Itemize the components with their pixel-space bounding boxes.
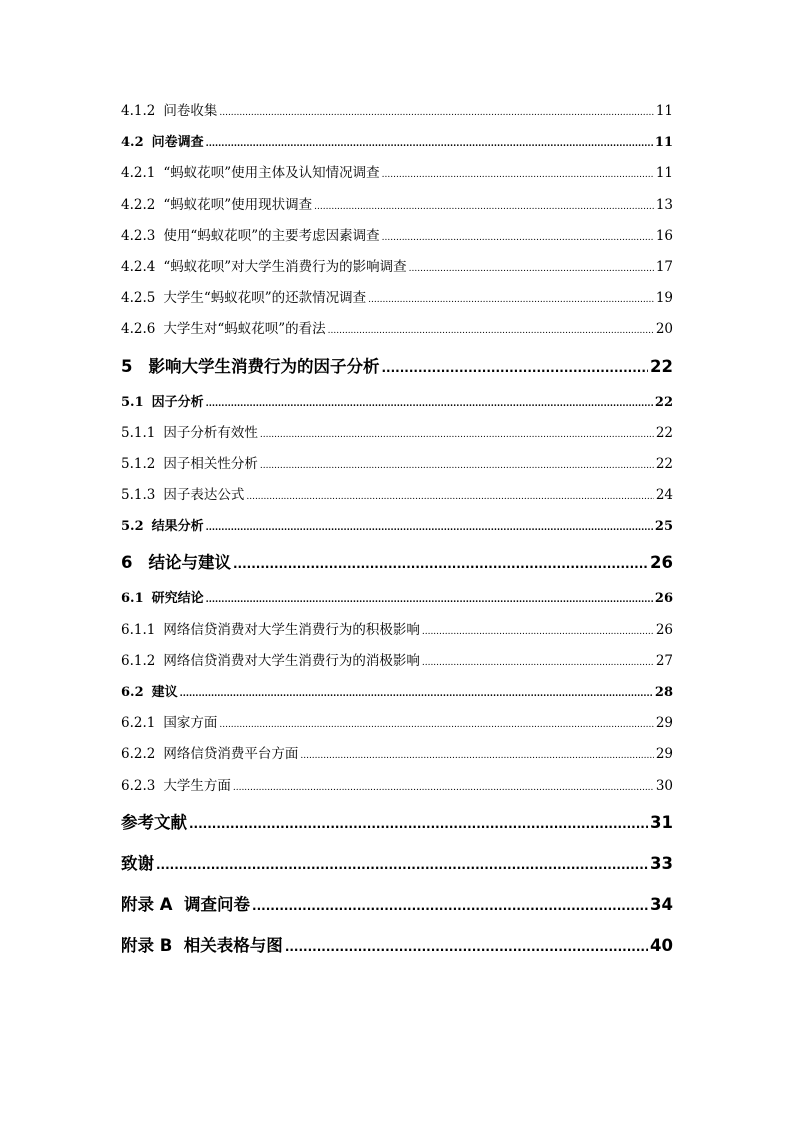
toc-page-number: 22 — [650, 356, 673, 376]
toc-page-number: 24 — [655, 487, 673, 504]
toc-entry[interactable] — [121, 387, 673, 418]
table-of-contents — [121, 96, 673, 966]
toc-entry-label: 4.2.5 大学生“蚂蚁花呗”的还款情况调查 — [121, 290, 367, 307]
toc-page-number: 11 — [655, 165, 673, 182]
toc-entry[interactable] — [121, 314, 673, 345]
toc-leader-dots — [233, 773, 654, 804]
toc-page-number: 13 — [655, 196, 673, 213]
toc-entry-label: 5 影响大学生消费行为的因子分析 — [121, 356, 380, 376]
toc-entry-label: 6.2.1 国家方面 — [121, 715, 218, 732]
toc-page-number: 29 — [655, 746, 673, 763]
toc-chapter-entry[interactable] — [121, 925, 673, 966]
toc-entry-label: 6.1 研究结论 — [121, 591, 204, 607]
toc-entry[interactable] — [121, 677, 673, 708]
toc-entry-label: 6 结论与建议 — [121, 553, 231, 573]
toc-entry-label: 4.2.4 “蚂蚁花呗”对大学生消费行为的影响调查 — [121, 258, 407, 275]
toc-page-number: 34 — [650, 894, 673, 914]
toc-leader-dots — [382, 160, 654, 191]
toc-entry-label: 致谢 — [121, 853, 154, 873]
toc-page-number: 20 — [655, 321, 673, 338]
toc-entry-label: 6.2 建议 — [121, 685, 178, 700]
toc-entry-label: 4.2.1 “蚂蚁花呗”使用主体及认知情况调查 — [121, 165, 380, 182]
toc-leader-dots — [206, 585, 653, 616]
toc-page-number: 16 — [655, 227, 673, 244]
toc-entry[interactable] — [121, 418, 673, 449]
toc-leader-dots — [285, 927, 648, 968]
toc-entry-label: 4.2 问卷调查 — [121, 135, 204, 151]
toc-entry-label: 5.1 因子分析 — [121, 394, 204, 410]
toc-leader-dots — [300, 741, 653, 772]
toc-chapter-entry[interactable] — [121, 843, 673, 884]
toc-entry[interactable] — [121, 615, 673, 646]
toc-page-number: 30 — [655, 777, 673, 794]
toc-leader-dots — [328, 316, 654, 347]
toc-entry-label: 6.1.2 网络信贷消费对大学生消费行为的消极影响 — [121, 652, 420, 669]
toc-leader-dots — [246, 482, 653, 513]
toc-page-number: 22 — [655, 424, 673, 441]
toc-leader-dots — [233, 544, 648, 585]
toc-entry[interactable] — [121, 127, 673, 158]
toc-entry[interactable] — [121, 771, 673, 802]
toc-leader-dots — [382, 223, 654, 254]
toc-entry-label: 参考文献 — [121, 812, 187, 832]
toc-page-number: 29 — [655, 715, 673, 732]
toc-page-number: 26 — [650, 553, 673, 573]
toc-entry[interactable] — [121, 449, 673, 480]
toc-entry[interactable] — [121, 708, 673, 739]
toc-leader-dots — [206, 389, 653, 420]
toc-entry[interactable] — [121, 252, 673, 283]
toc-entry[interactable] — [121, 283, 673, 314]
toc-page-number: 31 — [650, 812, 673, 832]
toc-leader-dots — [409, 254, 654, 285]
toc-entry-label: 附录 A 调查问卷 — [121, 894, 251, 914]
toc-leader-dots — [314, 192, 654, 223]
toc-page-number: 33 — [650, 853, 673, 873]
toc-entry-label: 6.2.3 大学生方面 — [121, 777, 231, 794]
toc-leader-dots — [206, 129, 653, 160]
toc-leader-dots — [260, 420, 654, 451]
toc-entry-label: 5.1.1 因子分析有效性 — [121, 424, 258, 441]
toc-entry-label: 5.1.2 因子相关性分析 — [121, 455, 258, 472]
toc-page-number: 11 — [655, 103, 673, 119]
toc-chapter-entry[interactable] — [121, 346, 673, 387]
toc-chapter-entry[interactable] — [121, 802, 673, 843]
toc-leader-dots — [156, 845, 648, 886]
toc-leader-dots — [368, 285, 654, 316]
toc-entry[interactable] — [121, 221, 673, 252]
toc-leader-dots — [206, 513, 653, 544]
toc-entry-label: 4.2.6 大学生对“蚂蚁花呗”的看法 — [121, 321, 326, 338]
toc-entry-label: 5.2 结果分析 — [121, 519, 204, 535]
toc-leader-dots — [189, 804, 648, 845]
toc-leader-dots — [381, 348, 648, 389]
toc-entry[interactable] — [121, 511, 673, 542]
toc-page-number: 25 — [654, 519, 673, 535]
toc-page-number: 22 — [654, 394, 673, 410]
toc-page-number: 26 — [655, 621, 673, 638]
toc-page-number: 26 — [654, 591, 673, 607]
toc-leader-dots — [180, 679, 653, 710]
toc-entry[interactable] — [121, 646, 673, 677]
toc-entry-label: 4.2.3 使用“蚂蚁花呗”的主要考虑因素调查 — [121, 227, 380, 244]
toc-entry-label: 5.1.3 因子表达公式 — [121, 487, 245, 504]
toc-page-number: 28 — [654, 685, 673, 700]
toc-leader-dots — [422, 617, 654, 648]
toc-page-number: 27 — [655, 652, 673, 669]
toc-leader-dots — [219, 710, 653, 741]
toc-chapter-entry[interactable] — [121, 884, 673, 925]
toc-leader-dots — [422, 648, 654, 679]
toc-leader-dots — [260, 451, 654, 482]
toc-entry-label: 6.1.1 网络信贷消费对大学生消费行为的积极影响 — [121, 621, 420, 638]
toc-page-number: 40 — [650, 935, 673, 955]
toc-entry[interactable] — [121, 190, 673, 221]
toc-entry-label: 附录 B 相关表格与图 — [121, 935, 283, 955]
toc-chapter-entry[interactable] — [121, 542, 673, 583]
toc-entry[interactable] — [121, 96, 673, 127]
toc-entry-label: 6.2.2 网络信贷消费平台方面 — [121, 746, 299, 763]
toc-entry[interactable] — [121, 158, 673, 189]
toc-page-number: 11 — [654, 135, 673, 151]
toc-entry-label: 4.2.2 “蚂蚁花呗”使用现状调查 — [121, 196, 313, 213]
toc-page-number: 19 — [655, 290, 673, 307]
toc-leader-dots — [252, 886, 648, 927]
toc-entry-label: 4.1.2 问卷收集 — [121, 103, 218, 119]
toc-page-number: 22 — [655, 455, 673, 472]
toc-entry[interactable] — [121, 583, 673, 614]
toc-leader-dots — [219, 98, 653, 129]
toc-entry[interactable] — [121, 739, 673, 770]
toc-page-number: 17 — [655, 258, 673, 275]
toc-entry[interactable] — [121, 480, 673, 511]
